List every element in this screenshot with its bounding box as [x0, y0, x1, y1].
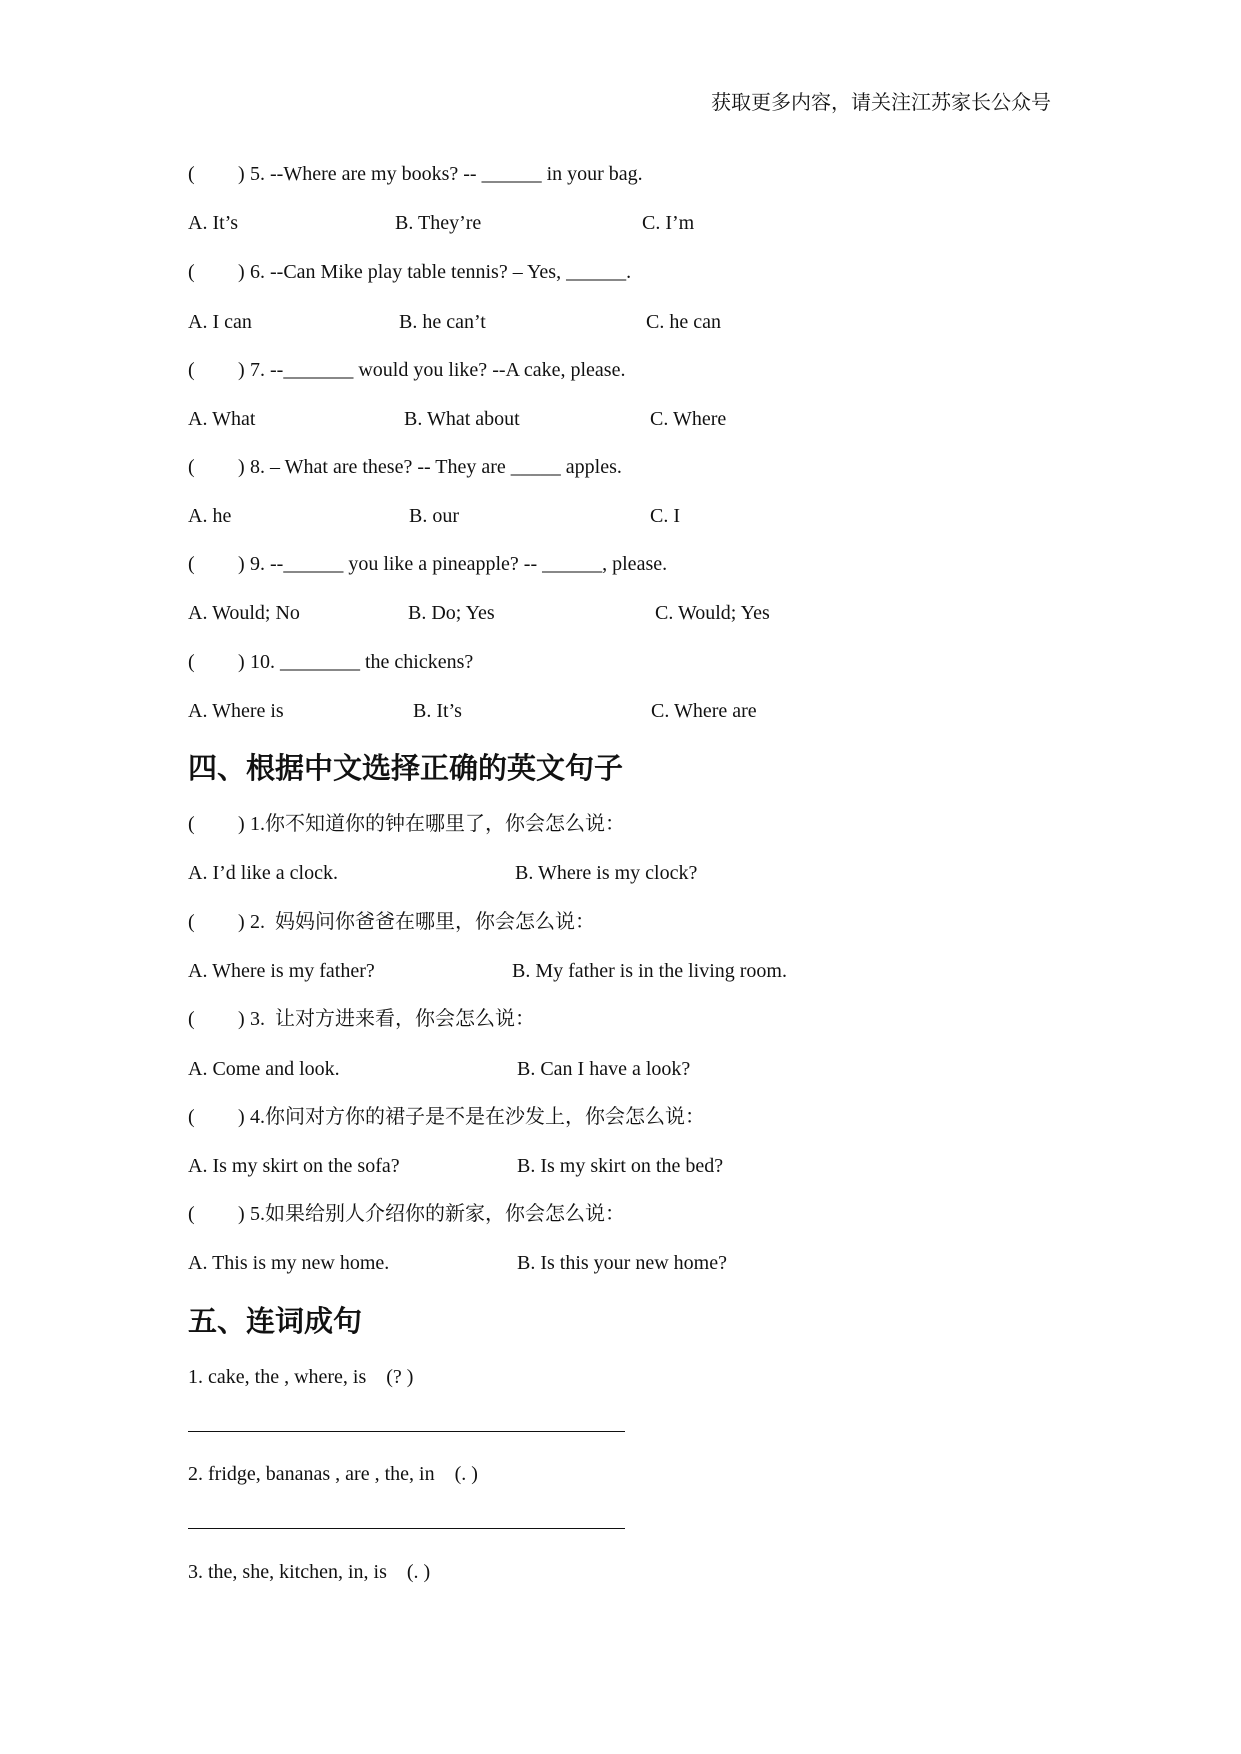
- option-a[interactable]: A. he: [188, 505, 232, 527]
- option-c[interactable]: C. Where: [650, 408, 727, 430]
- option-b[interactable]: B. It’s: [413, 700, 462, 722]
- header-notice: 获取更多内容，请关注江苏家长公众号: [711, 92, 1051, 114]
- answer-paren-close: ): [238, 553, 245, 575]
- answer-paren-open: (: [188, 813, 195, 835]
- answer-paren-open: (: [188, 1203, 195, 1225]
- answer-paren-open: (: [188, 911, 195, 933]
- question-text: 5. --Where are my books? -- ______ in your bag.: [250, 163, 643, 185]
- option-a[interactable]: A. Where is: [188, 700, 284, 722]
- answer-paren-close: ): [238, 911, 245, 933]
- question-text: 4.你问对方你的裙子是不是在沙发上，你会怎么说：: [250, 1106, 705, 1128]
- option-c[interactable]: C. Would; Yes: [655, 602, 770, 624]
- option-a[interactable]: A. Come and look.: [188, 1058, 340, 1080]
- answer-paren-close: ): [238, 1106, 245, 1128]
- answer-line[interactable]: [188, 1528, 625, 1529]
- option-c[interactable]: C. I: [650, 505, 680, 527]
- question-text: 3. 让对方进来看，你会怎么说：: [250, 1008, 535, 1030]
- answer-paren-open: (: [188, 1008, 195, 1030]
- sentence-words: 3. the, she, kitchen, in, is (. ): [188, 1561, 431, 1583]
- question-text: 6. --Can Mike play table tennis? – Yes, ______.: [250, 261, 632, 283]
- option-b[interactable]: B. Do; Yes: [408, 602, 495, 624]
- option-a[interactable]: A. Is my skirt on the sofa?: [188, 1155, 400, 1177]
- option-c[interactable]: C. Where are: [651, 700, 757, 722]
- answer-paren-open: (: [188, 651, 195, 673]
- section-4-title: 四、根据中文选择正确的英文句子: [188, 751, 624, 785]
- question-text: 7. --_______ would you like? --A cake, please.: [250, 359, 626, 381]
- option-b[interactable]: B. Is my skirt on the bed?: [517, 1155, 724, 1177]
- option-a[interactable]: A. Would; No: [188, 602, 300, 624]
- option-b[interactable]: B. Can I have a look?: [517, 1058, 691, 1080]
- answer-paren-open: (: [188, 456, 195, 478]
- answer-paren-open: (: [188, 553, 195, 575]
- answer-paren-close: ): [238, 456, 245, 478]
- answer-paren-close: ): [238, 813, 245, 835]
- answer-paren-open: (: [188, 163, 195, 185]
- answer-paren-close: ): [238, 261, 245, 283]
- option-b[interactable]: B. our: [409, 505, 459, 527]
- answer-paren-open: (: [188, 1106, 195, 1128]
- option-c[interactable]: C. he can: [646, 311, 721, 333]
- option-a[interactable]: A. I’d like a clock.: [188, 862, 338, 884]
- answer-paren-close: ): [238, 651, 245, 673]
- sentence-words: 2. fridge, bananas , are , the, in (. ): [188, 1463, 478, 1485]
- section-5-title: 五、连词成句: [188, 1304, 363, 1338]
- option-b[interactable]: B. Where is my clock?: [515, 862, 698, 884]
- question-text: 9. --______ you like a pineapple? -- ______, please.: [250, 553, 668, 575]
- answer-paren-open: (: [188, 261, 195, 283]
- option-a[interactable]: A. I can: [188, 311, 252, 333]
- option-a[interactable]: A. What: [188, 408, 256, 430]
- answer-paren-close: ): [238, 1203, 245, 1225]
- sentence-words: 1. cake, the , where, is (? ): [188, 1366, 414, 1388]
- option-b[interactable]: B. What about: [404, 408, 520, 430]
- question-text: 5.如果给别人介绍你的新家，你会怎么说：: [250, 1203, 625, 1225]
- option-a[interactable]: A. Where is my father?: [188, 960, 375, 982]
- option-a[interactable]: A. It’s: [188, 212, 238, 234]
- answer-paren-open: (: [188, 359, 195, 381]
- option-b[interactable]: B. They’re: [395, 212, 482, 234]
- option-b[interactable]: B. Is this your new home?: [517, 1252, 727, 1274]
- question-text: 2. 妈妈问你爸爸在哪里，你会怎么说：: [250, 911, 595, 933]
- answer-paren-close: ): [238, 359, 245, 381]
- option-b[interactable]: B. My father is in the living room.: [512, 960, 787, 982]
- option-c[interactable]: C. I’m: [642, 212, 695, 234]
- answer-paren-close: ): [238, 163, 245, 185]
- question-text: 10. ________ the chickens?: [250, 651, 474, 673]
- option-b[interactable]: B. he can’t: [399, 311, 486, 333]
- answer-paren-close: ): [238, 1008, 245, 1030]
- option-a[interactable]: A. This is my new home.: [188, 1252, 390, 1274]
- question-text: 8. – What are these? -- They are _____ apples.: [250, 456, 622, 478]
- question-text: 1.你不知道你的钟在哪里了，你会怎么说：: [250, 813, 625, 835]
- answer-line[interactable]: [188, 1431, 625, 1432]
